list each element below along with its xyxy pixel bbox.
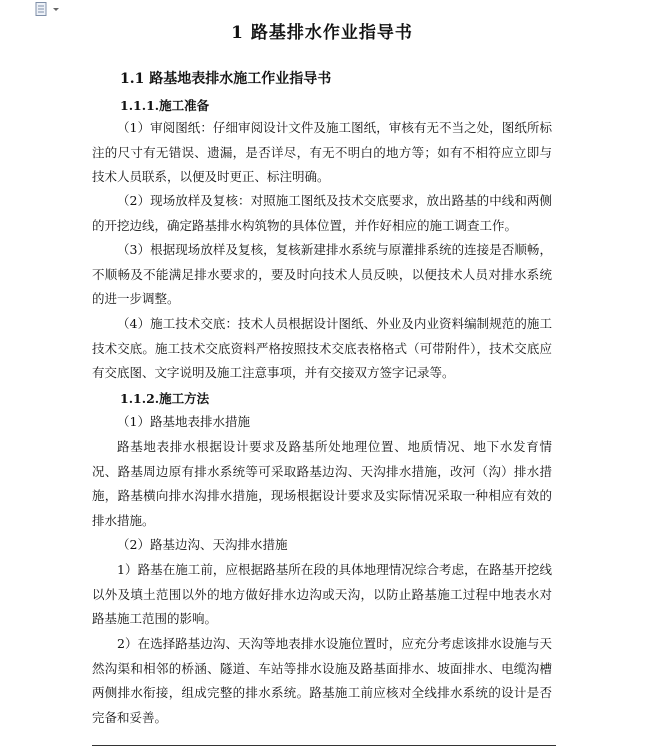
paragraph-drainage-check: （3）根据现场放样及复核，复核新建排水系统与原灌排系统的连接是否顺畅，不顺畅及不能满足排水要求的，要及时向技术人员反映，以便技术人员对排水系统的进一步调整。 [92,242,552,306]
paragraph-ditch-2: 2）在选择路基边沟、天沟等地表排水设施位置时，应充分考虑该排水设施与天然沟渠和相邻的桥涵、隧道、车站等排水设施及路基面排水、坡面排水、电缆沟槽两侧排水衔接，组成完整的排水系统。路基施工前应核对全线排水系统的设计是否完备和妥善。 [92,636,552,725]
paragraph-tech-briefing: （4）施工技术交底：技术人员根据设计图纸、外业及内业资料编制规范的施工技术交底。施工技术交底资料严格按照技术交底表格格式（可带附件），技术交底应有交底图、文字说明及施工注意事项，并有交接双方签字记录等。 [92,316,552,380]
document-icon[interactable] [35,2,61,16]
paragraph-site-layout: （2）现场放样及复核：对照施工图纸及技术交底要求，放出路基的中线和两侧的开挖边线，确定路基排水构筑物的具体位置，并作好相应的施工调查工作。 [92,193,552,233]
paragraph-review-drawings: （1）审阅图纸：仔细审阅设计文件及施工图纸，审核有无不当之处，图纸所标注的尺寸有无错误、遗漏，是否详尽，有无不明白的地方等；如有不相符应立即与技术人员联系，以便及时更正、标注明确。 [92,120,552,184]
paragraph-surface-drainage: 路基地表排水根据设计要求及路基所处地理位置、地质情况、地下水发育情况、路基周边原有排水系统等可采取路基边沟、天沟排水措施，改河（沟）排水措施，路基横向排水沟排水措施，现场根据设计要求及实际情况采取一种相应有效的排水措施。 [92,439,552,528]
chevron-down-icon [53,8,59,11]
page-title: 1 路基排水作业指导书 [231,23,413,43]
section-heading: 1.1 路基地表排水施工作业指导书 [120,71,332,87]
item-2-title: （2）路基边沟、天沟排水措施 [117,537,288,552]
subsection-heading-1: 1.1.1.施工准备 [120,98,210,113]
item-1-title: （1）路基地表排水措施 [117,414,250,429]
paragraph-ditch-1: 1）路基在施工前，应根据路基所在段的具体地理情况综合考虑，在路基开挖线以外及填土范围以外的地方做好排水边沟或天沟，以防止路基施工过程中地表水对路基施工范围的影响。 [92,562,552,626]
page-bottom-border [92,745,556,746]
subsection-heading-2: 1.1.2.施工方法 [120,391,210,406]
